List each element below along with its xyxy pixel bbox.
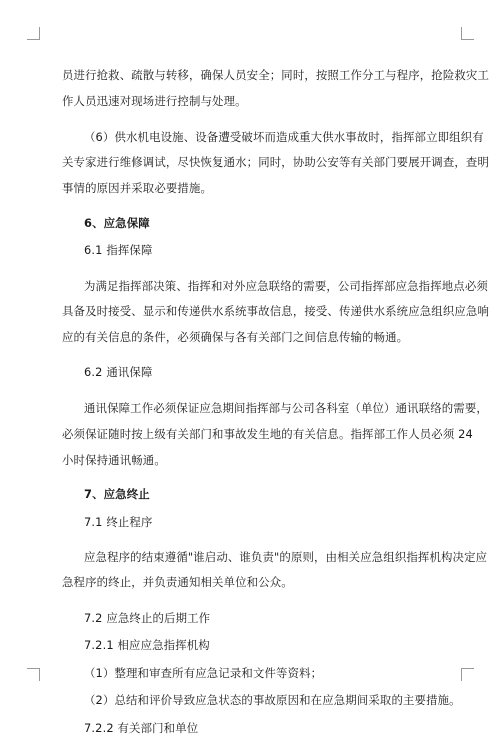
list-item: （1）整理和审查所有应急记录和文件等资料； [84, 666, 323, 680]
subsection-heading: 7.2 应急终止的后期工作 [84, 611, 211, 625]
body-text-line: （6）供水机电设施、设备遭受破坏而造成重大供水事故时，指挥部立即组织有 [84, 130, 484, 144]
body-text-line: 作人员迅速对现场进行控制与处理。 [62, 94, 247, 108]
subsection-heading: 6.1 指挥保障 [84, 243, 153, 257]
body-text-line: 应急程序的结束遵循"谁启动、谁负责"的原则，由相关应急组织指挥机构决定应 [84, 550, 488, 564]
body-text-line: 急程序的终止，并负责通知相关单位和公众。 [62, 575, 293, 589]
subsection-heading: 7.1 终止程序 [84, 515, 153, 529]
section-heading: 6、应急保障 [84, 216, 150, 230]
body-text-line: 通讯保障工作必须保证应急期间指挥部与公司各科室（单位）通讯联络的需要， [84, 401, 488, 415]
body-text-line: 为满足指挥部决策、指挥和对外应急联络的需要，公司指挥部应急指挥地点必须 [84, 279, 488, 293]
subsection-heading: 6.2 通讯保障 [84, 365, 153, 379]
body-text-line: 小时保持通讯畅通。 [62, 453, 166, 467]
crop-mark-top-right [461, 27, 474, 40]
body-text-line: 员进行抢救、疏散与转移，确保人员安全；同时，按照工作分工与程序，抢险救灾工 [62, 68, 490, 82]
body-text-line: 具备及时接受、显示和传递供水系统事故信息，接受、传递供水系统应急组织应急响 [62, 304, 490, 318]
body-text-line: 事情的原因并采取必要措施。 [62, 181, 213, 195]
body-text-line: 必须保证随时按上级有关部门和事故发生地的有关信息。指挥部工作人员必须 24 [62, 427, 473, 441]
section-heading: 7、应急终止 [84, 487, 150, 501]
body-text-line: 应的有关信息的条件，必须确保与各有关部门之间信息传输的畅通。 [62, 330, 409, 344]
crop-mark-bottom-right [461, 668, 474, 681]
list-item: （2）总结和评价导致应急状态的事故原因和在应急期间采取的主要措施。 [84, 693, 461, 707]
body-text-line: 关专家进行维修调试，尽快恢复通水；同时，协助公安等有关部门要展开调查，查明 [62, 155, 490, 169]
subsection-heading: 7.2.2 有关部门和单位 [84, 721, 199, 735]
crop-mark-top-left [27, 27, 40, 40]
subsection-heading: 7.2.1 相应应急指挥机构 [84, 638, 210, 652]
crop-mark-bottom-left [27, 668, 40, 681]
